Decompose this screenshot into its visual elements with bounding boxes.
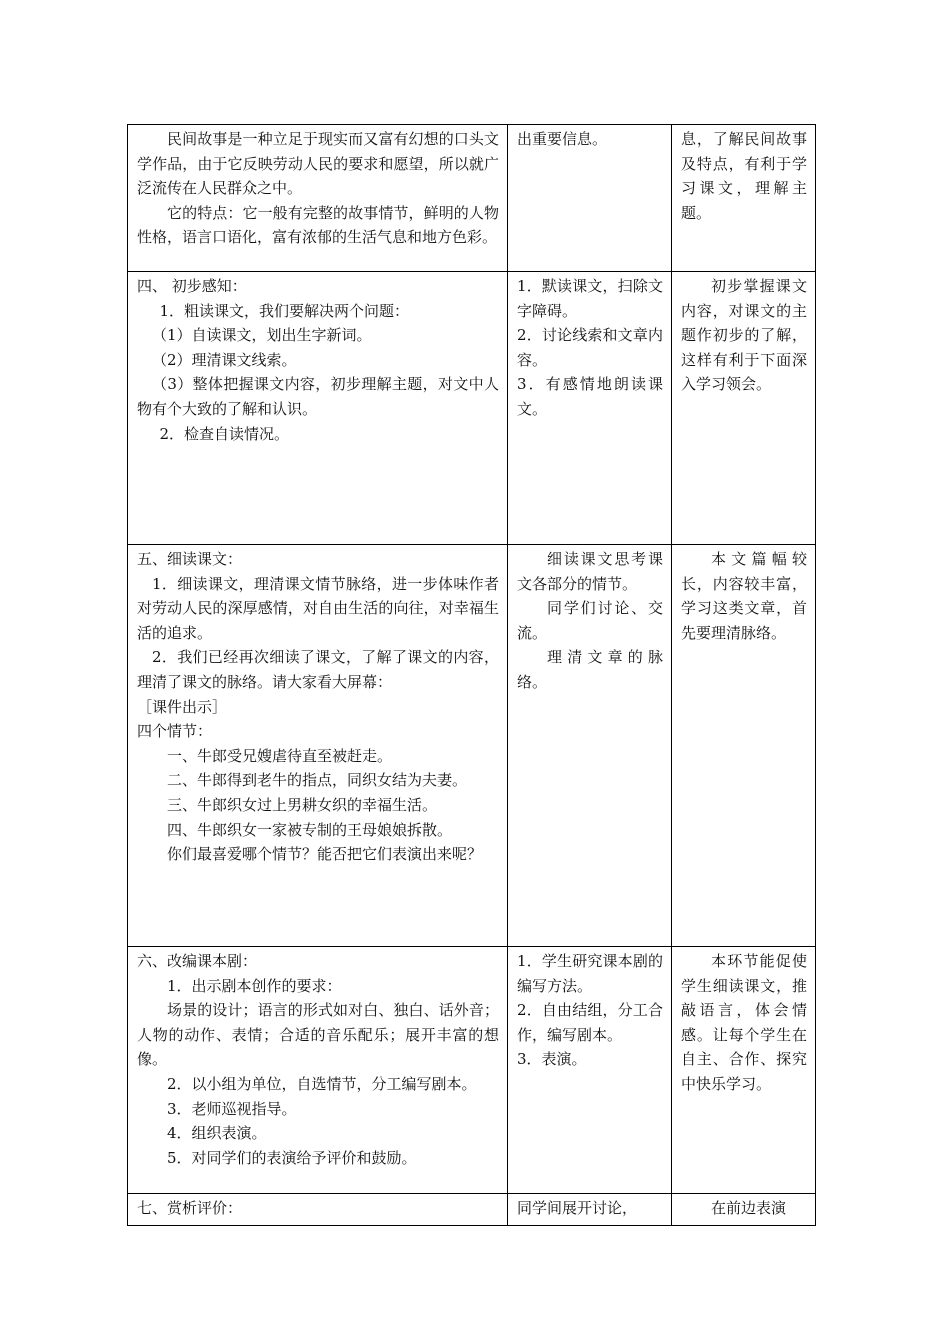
paragraph: 它的特点：它一般有完整的故事情节，鲜明的人物性格，语言口语化，富有浓郁的生活气息和地方色彩。: [137, 203, 499, 247]
design-intent-cell: [672, 125, 816, 272]
paragraph: 1．出示剧本创作的要求：: [167, 976, 342, 995]
paragraph: 2．自由结组，分工合作，编写剧本。: [517, 1001, 663, 1044]
paragraph: 理清文章的脉络。: [517, 648, 663, 691]
paragraph: 同学间展开讨论，: [517, 1199, 638, 1217]
student-activity-cell: [508, 1194, 672, 1226]
paragraph: 场景的设计；语言的形式如对白、独白、话外音；人物的动作、表情；合适的音乐配乐；展开丰富的想像。: [137, 1001, 499, 1069]
paragraph: （2）理清课文线索。: [152, 350, 297, 369]
paragraph: （1）自读课文，划出生字新词。: [152, 326, 372, 345]
table-row: [128, 1194, 816, 1226]
paragraph: 初步掌握课文内容，对课文的主题作初步的了解，这样有利于下面深入学习领会。: [681, 277, 807, 394]
teacher-activity-cell: [128, 545, 508, 947]
student-activity-cell: [508, 947, 672, 1194]
paragraph: 民间故事是一种立足于现实而又富有幻想的口头文学作品，由于它反映劳动人民的要求和愿望，所以就广泛流传在人民群众之中。: [137, 130, 499, 198]
paragraph: 3．表演。: [517, 1050, 587, 1069]
paragraph: 在前边表演: [711, 1199, 787, 1217]
paragraph: 本环节能促使学生细读课文，推敲语言，体会情感。让每个学生在自主、合作、探究中快乐学习。: [681, 952, 807, 1093]
design-intent-cell: [672, 272, 816, 545]
student-activity-cell: [508, 545, 672, 947]
paragraph: 2．检查自读情况。: [159, 424, 290, 443]
paragraph: 1．默读课文，扫除文字障碍。: [517, 277, 663, 320]
paragraph: 一、牛郎受兄嫂虐待直至被赶走。: [167, 746, 393, 765]
paragraph: 1．学生研究课本剧的编写方法。: [517, 952, 663, 995]
section-heading: 六、改编课本剧：: [137, 952, 258, 970]
paragraph: 四个情节：: [137, 722, 213, 741]
paragraph: 1．细读课文，理清课文情节脉络，进一步体味作者对劳动人民的深厚感情，对自由生活的向往，对幸福生活的追求。: [137, 574, 499, 642]
paragraph: 细读课文思考课文各部分的情节。: [517, 550, 663, 593]
paragraph: ［课件出示］: [137, 697, 228, 716]
student-activity-cell: [508, 125, 672, 272]
paragraph: 你们最喜爱哪个情节？能否把它们表演出来呢？: [167, 845, 483, 864]
design-intent-cell: [672, 1194, 816, 1226]
paragraph: 1．粗读课文，我们要解决两个问题：: [159, 301, 410, 320]
paragraph: 三、牛郎织女过上男耕女织的幸福生活。: [167, 795, 438, 814]
paragraph: 4．组织表演。: [167, 1124, 267, 1143]
paragraph: 2．讨论线索和文章内容。: [517, 326, 663, 369]
table-row: [128, 272, 816, 545]
paragraph: 二、牛郎得到老牛的指点，同织女结为夫妻。: [167, 771, 468, 790]
teacher-activity-cell: [128, 947, 508, 1194]
paragraph: 息，了解民间故事及特点，有利于学习课文，理解主题。: [681, 130, 807, 222]
paragraph: 出重要信息。: [517, 130, 608, 148]
design-intent-cell: [672, 947, 816, 1194]
paragraph: 2．以小组为单位，自选情节，分工编写剧本。: [167, 1074, 477, 1093]
teacher-activity-cell: [128, 1194, 508, 1226]
paragraph: 5．对同学们的表演给予评价和鼓励。: [167, 1148, 417, 1167]
design-intent-cell: [672, 545, 816, 947]
paragraph: 同学们讨论、交流。: [517, 599, 663, 642]
paragraph: 3．老师巡视指导。: [167, 1099, 297, 1118]
paragraph: （3）整体把握课文内容，初步理解主题，对文中人物有个大致的了解和认识。: [137, 375, 499, 418]
paragraph: 本文篇幅较长，内容较丰富，学习这类文章，首先要理清脉络。: [681, 550, 807, 642]
paragraph: 2．我们已经再次细读了课文，了解了课文的内容，理清了课文的脉络。请大家看大屏幕：: [137, 648, 499, 691]
paragraph: 3．有感情地朗读课文。: [517, 375, 663, 418]
section-heading: 五、细读课文：: [137, 550, 243, 568]
table-row: [128, 545, 816, 947]
table-row: [128, 947, 816, 1194]
teacher-activity-cell: [128, 272, 508, 545]
teacher-activity-cell: [128, 125, 508, 272]
student-activity-cell: [508, 272, 672, 545]
paragraph: 四、牛郎织女一家被专制的王母娘娘拆散。: [167, 820, 453, 839]
section-heading: 七、赏析评价：: [137, 1199, 243, 1217]
section-heading: 四、 初步感知：: [137, 277, 247, 295]
lesson-plan-table: [127, 124, 816, 1226]
table-row: [128, 125, 816, 272]
